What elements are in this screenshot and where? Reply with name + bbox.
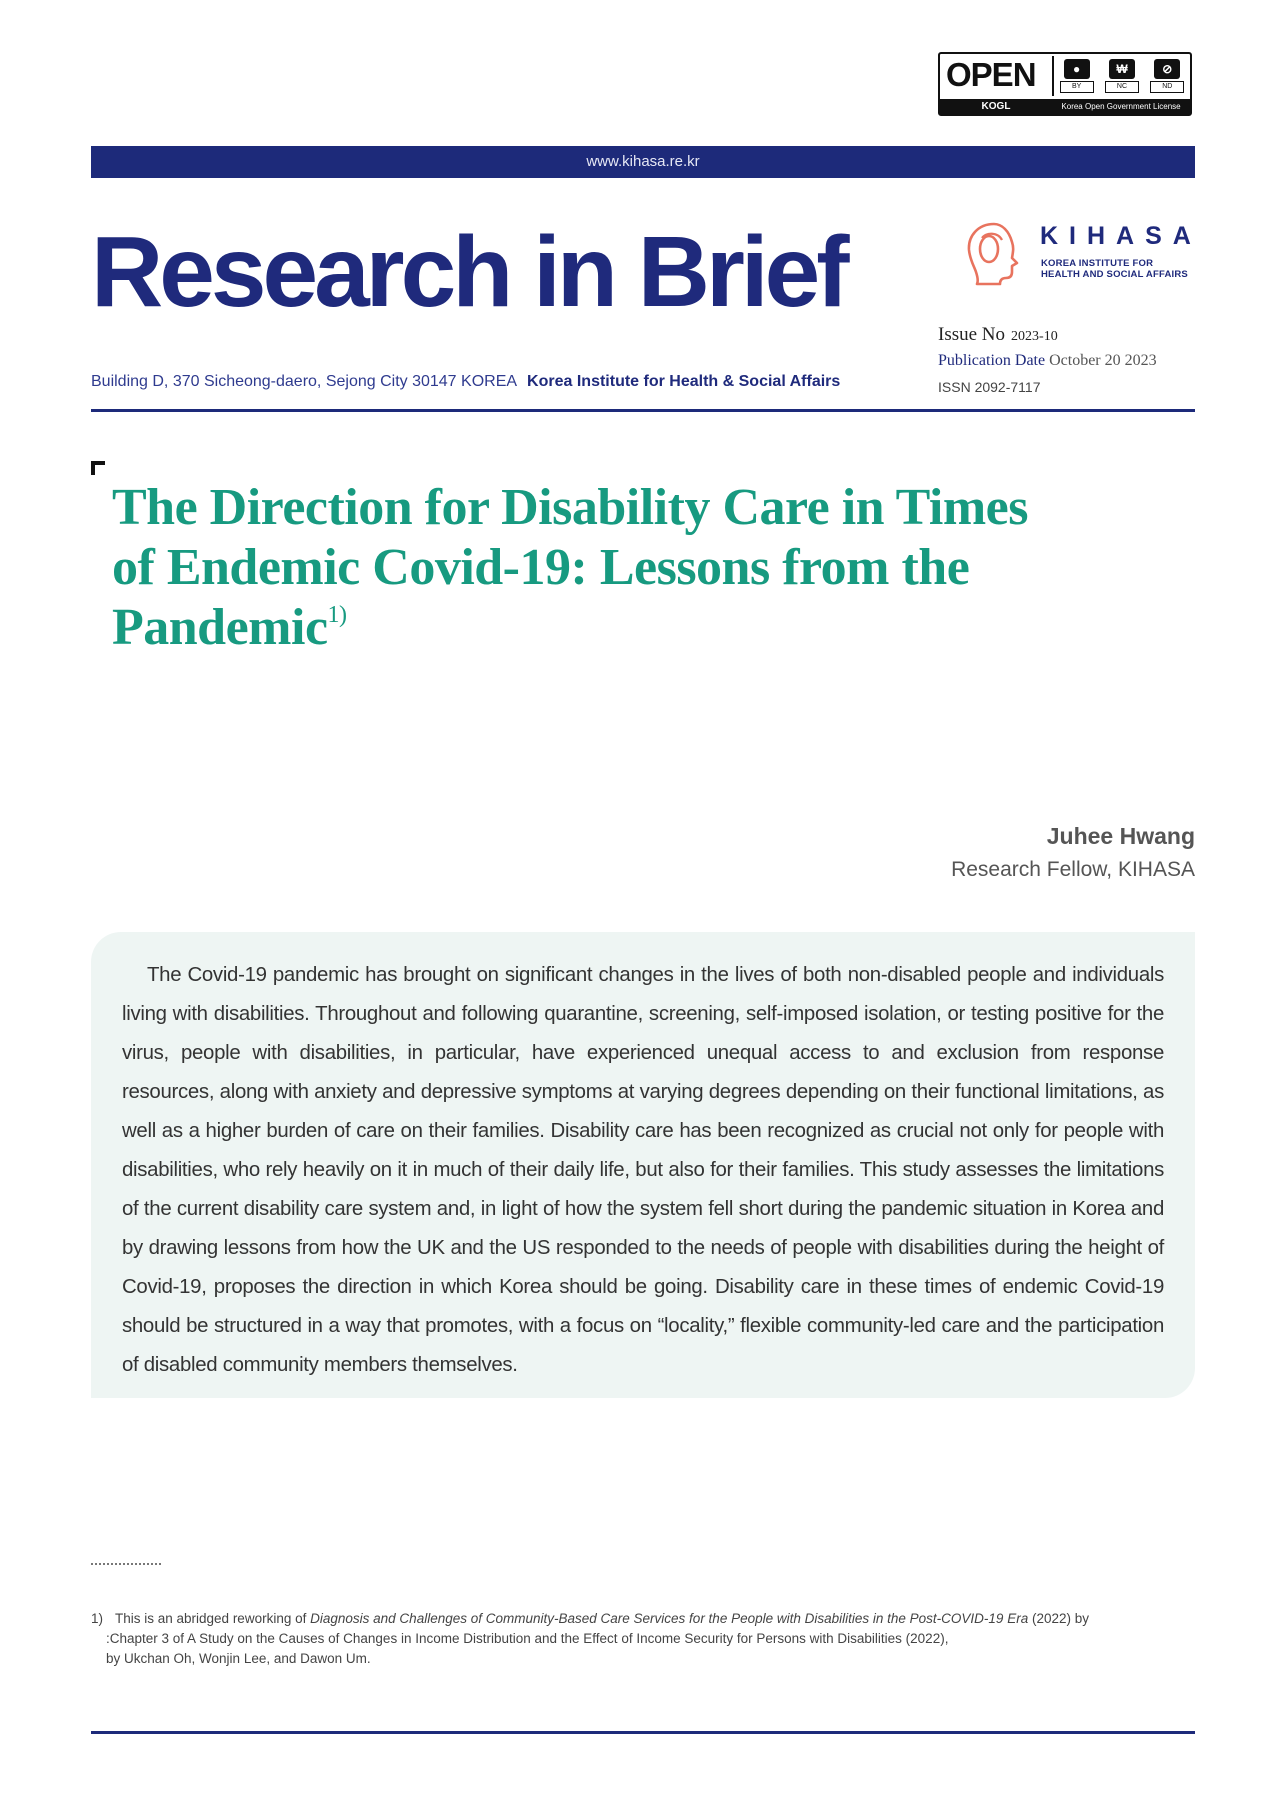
license-name: Korea Open Government License [1061,102,1181,111]
license-icons [1052,56,1190,96]
footer-divider [91,1731,1195,1734]
footnote-italic-title: Diagnosis and Challenges of Community-Based Care Services for the People with Disabilities in the Post-COVID-19 Era [310,1611,1029,1626]
series-title: Research in Brief [91,216,846,328]
corner-mark [91,461,105,475]
license-nd [1149,59,1185,93]
license-nd-label: ND [1150,81,1184,93]
title-line-1: The Direction for Disability Care in Times [112,479,1028,536]
footnote-line-1 [91,1609,1195,1629]
address-line [91,372,840,392]
abstract-text: The Covid-19 pandemic has brought on significant changes in the lives of both non-disabled people and individuals living with disabilities. Throughout and following quarantine, screening, self-imposed isolation, or testing positive for the virus, people with disabilities, in particular, have experienced unequal access to and exclusion from response resources, along with anxiety and depressive symptoms at varying degrees depending on their functional limitations, as well as a higher burden of care on their families. Disability care has been recognized as crucial not only for people with disabilities, who rely heavily on it in much of their daily life, but also for their families. This study assesses the limitations of the current disability care system and, in light of how the system fell short during the pandemic situation in Korea and by drawing lessons from how the UK and the US responded to the needs of people with disabilities during the height of Covid-19, proposes the direction in which Korea should be going. Disability care in these times of endemic Covid-19 should be structured in a way that promotes, with a focus on “locality,” flexible community-led care and the participation of disabled community members themselves. [122,964,1164,1376]
issue-label: Issue No [938,324,1006,345]
kihasa-head-logo-icon [960,218,1030,288]
kihasa-subtitle-line2: HEALTH AND SOCIAL AFFAIRS [1041,269,1188,280]
footnote-prefix: This is an abridged reworking of [115,1611,307,1626]
open-wordmark: OPEN [946,56,1036,93]
no-derivatives-icon: ⊘ [1154,59,1180,79]
license-by-label: BY [1060,81,1094,93]
license-nc [1104,59,1140,93]
author-name: Juhee Hwang [1046,823,1195,849]
issue-number [938,324,1058,348]
address: Building D, 370 Sicheong-daero, Sejong City 30147 KOREA [91,373,518,390]
kogl-label: KOGL [981,101,1011,112]
institute-name: Korea Institute for Health & Social Affairs [527,373,841,390]
license-bar [940,99,1190,114]
no-commercial-icon: ₩ [1109,59,1135,79]
license-by [1059,59,1095,93]
footnote [91,1609,1195,1669]
footnote-line-3: by Ukchan Oh, Wonjin Lee, and Dawon Um. [106,1651,371,1666]
issue-value: 2023-10 [1011,329,1058,344]
abstract-box [91,932,1195,1398]
kihasa-wordmark: KIHASA [1040,222,1202,250]
kogl-license-badge [938,52,1192,116]
kihasa-subtitle-line1: KOREA INSTITUTE FOR [1041,258,1154,269]
header-divider [91,409,1195,412]
issn: ISSN 2092-7117 [938,379,1041,395]
title-line-2: of Endemic Covid-19: Lessons from the [112,539,970,596]
url-banner [91,146,1195,178]
person-icon: ● [1064,59,1090,79]
author-role: Research Fellow, KIHASA [951,858,1195,881]
pubdate-label: Publication Date [938,352,1046,369]
footnote-number: 1) [91,1611,104,1626]
footnote-line-2: :Chapter 3 of A Study on the Causes of Changes in Income Distribution and the Effect of Income Security for Persons with Disabilities (2022), [106,1631,949,1646]
pubdate-value: October 20 2023 [1049,352,1157,369]
publication-date [938,351,1157,371]
footnote-suffix: (2022) by [1031,1611,1090,1626]
title-line-3 [112,598,1152,658]
website-link[interactable]: www.kihasa.re.kr [586,153,700,170]
article-title [112,478,1152,658]
kihasa-subtitle [1041,258,1188,280]
footnote-separator [91,1563,161,1567]
license-nc-label: NC [1105,81,1139,93]
title-line-3-text: Pandemic [112,599,328,656]
title-footnote-mark[interactable]: 1) [327,602,347,628]
